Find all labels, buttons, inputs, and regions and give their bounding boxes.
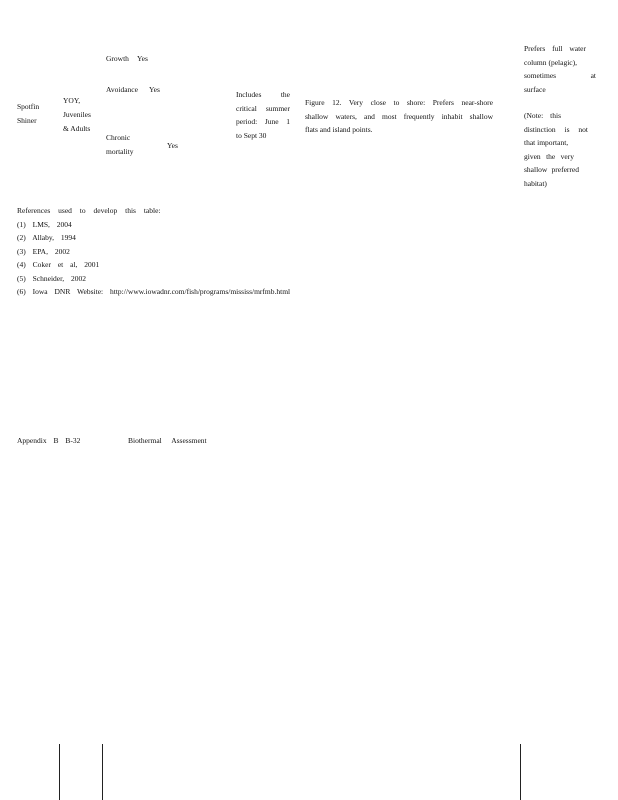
period-cell — [236, 88, 290, 142]
life-stage-line-1: YOY, — [63, 96, 81, 105]
life-stage-line-2: Juveniles — [63, 110, 91, 119]
references-heading: References used to develop this table: — [17, 206, 161, 215]
period-line: to Sept 30 — [236, 130, 267, 140]
table-border-line — [59, 744, 60, 800]
distinction-note-line: habitat) — [524, 178, 547, 188]
water-column-line: Prefers full water — [524, 44, 586, 53]
water-column-line: surface — [524, 84, 546, 94]
species-name-line-2: Shiner — [17, 116, 37, 125]
water-column-line: sometimes at — [524, 71, 596, 80]
growth-value: Yes — [137, 54, 148, 63]
avoidance-value: Yes — [149, 85, 160, 94]
period-line: period: June 1 — [236, 117, 290, 126]
chronic-label-line-1: Chronic — [106, 133, 131, 142]
footer-section-title: Biothermal Assessment — [128, 436, 207, 445]
chronic-label-line-2: mortality — [106, 147, 134, 156]
growth-label: Growth — [106, 54, 129, 63]
reference-item: (1) LMS, 2004 — [17, 219, 72, 229]
reference-item: (4) Coker et al, 2001 — [17, 260, 100, 269]
reference-item-url: (6) Iowa DNR Website: http://www.iowadnr.com/fish/programs/mississ/mrfmb.html — [17, 287, 291, 296]
avoidance-label: Avoidance — [106, 85, 138, 94]
species-name-line-1: Spotfin — [17, 102, 40, 111]
water-column-cell — [524, 42, 596, 96]
distinction-note-line: given the very — [524, 151, 574, 161]
water-column-line: column (pelagic), — [524, 57, 577, 67]
distinction-note-line: distinction is not — [524, 124, 588, 134]
life-stage-line-3: & Adults — [63, 124, 91, 133]
distinction-note-line: (Note: this — [524, 111, 561, 120]
reference-item: (3) EPA, 2002 — [17, 246, 70, 256]
reference-item: (5) Schneider, 2002 — [17, 273, 87, 283]
period-line: critical summer — [236, 103, 290, 113]
period-line: Includes the — [236, 90, 290, 99]
chronic-value: Yes — [167, 141, 178, 150]
habitat-note-line: Figure 12. Very close to shore: Prefers near-shore — [305, 98, 493, 107]
distinction-note-line: that important, — [524, 138, 569, 147]
distinction-note-line: shallow preferred — [524, 165, 579, 174]
distinction-note-cell — [524, 109, 588, 190]
references-block — [17, 204, 290, 299]
table-border-line — [520, 744, 521, 800]
footer-page-id: Appendix B B-32 — [17, 436, 81, 445]
habitat-note-cell — [305, 96, 493, 137]
habitat-note-line: shallow waters, and most frequently inhabit shallow — [305, 111, 493, 121]
reference-item: (2) Allaby, 1994 — [17, 233, 76, 242]
table-border-line — [102, 744, 103, 800]
habitat-note-line: flats and island points. — [305, 125, 373, 134]
